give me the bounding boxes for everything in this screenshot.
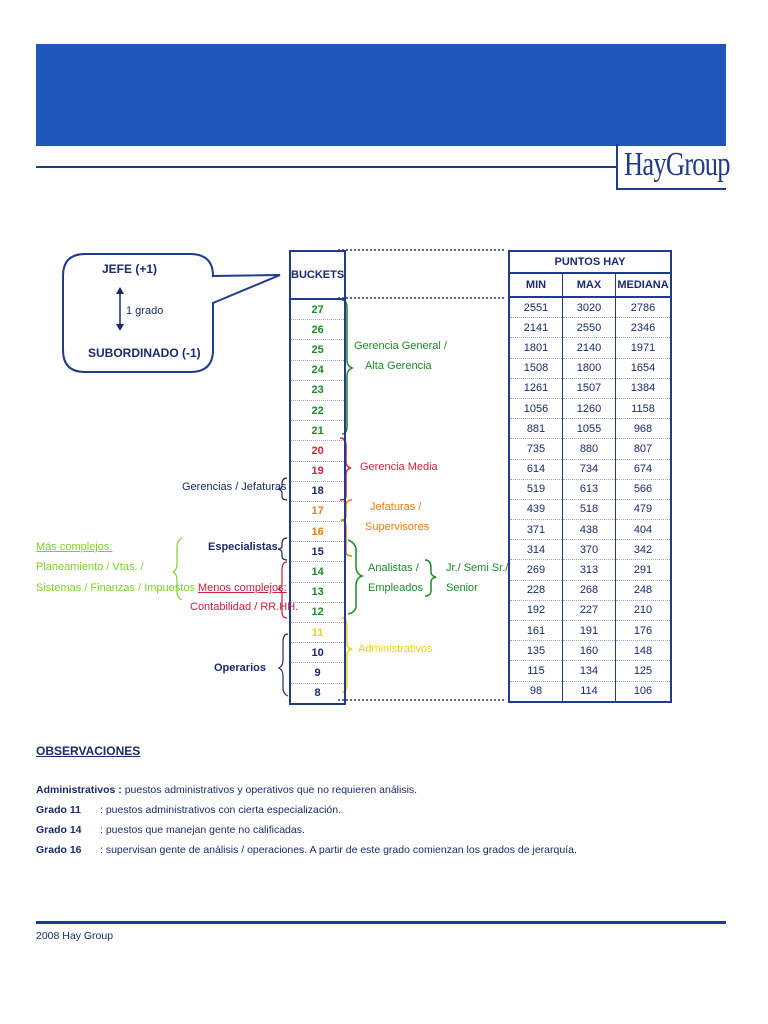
puntos-row (509, 641, 671, 661)
label-sistemas: Sistemas / Finanzas / Impuestos (36, 582, 195, 594)
puntos-mediana-cell: 566 (616, 479, 672, 499)
puntos-min-cell: 192 (509, 600, 563, 620)
bucket-row (290, 340, 345, 360)
bucket-cell: 18 (290, 481, 345, 501)
puntos-mediana-cell: 404 (616, 520, 672, 540)
bucket-cell: 13 (290, 582, 345, 602)
puntos-min-cell: 98 (509, 681, 563, 702)
label-contabilidad: Contabilidad / RR.HH. (190, 601, 299, 613)
puntos-max-cell: 191 (563, 621, 616, 641)
puntos-mediana-cell: 968 (616, 419, 672, 439)
obs-key: Grado 16 (36, 844, 82, 856)
puntos-max-cell: 1507 (563, 378, 616, 398)
bucket-row (290, 683, 345, 704)
bucket-cell: 19 (290, 461, 345, 481)
obs-key: Grado 11 (36, 804, 81, 816)
puntos-min-cell: 881 (509, 419, 563, 439)
puntos-row (509, 419, 671, 439)
brace-especialistas (278, 538, 287, 560)
obs-text: : puestos que manejan gente no calificadas. (100, 824, 305, 836)
bucket-cell: 23 (290, 380, 345, 400)
puntos-row (509, 560, 671, 580)
puntos-mediana-cell: 2786 (616, 297, 672, 318)
puntos-row (509, 439, 671, 459)
bucket-row (290, 441, 345, 461)
puntos-max-cell: 370 (563, 540, 616, 560)
group-administrativos: Administrativos (358, 643, 433, 655)
puntos-max-cell: 2550 (563, 318, 616, 338)
obs-administrativos (36, 784, 417, 796)
footer-rule (36, 921, 726, 924)
puntos-row (509, 681, 671, 702)
bucket-row (290, 501, 345, 521)
puntos-row (509, 499, 671, 519)
grado-label: 1 grado (126, 305, 164, 317)
group-alta-gerencia: Alta Gerencia (365, 360, 432, 372)
obs-text: : supervisan gente de análisis / operaciones. A partir de este grado comienzan los grados de jerarquía. (100, 844, 577, 856)
puntos-mediana-cell: 1384 (616, 378, 672, 398)
puntos-max-cell: 114 (563, 681, 616, 702)
puntos-row (509, 540, 671, 560)
bucket-row (290, 522, 345, 542)
brace-jr-senior (425, 560, 436, 596)
puntos-hay-table (508, 250, 672, 703)
puntos-row (509, 318, 671, 338)
puntos-max-cell: 518 (563, 499, 616, 519)
puntos-mediana-cell: 176 (616, 621, 672, 641)
group-senior: Senior (446, 582, 478, 594)
puntos-mediana-cell: 148 (616, 641, 672, 661)
puntos-mediana-cell: 125 (616, 661, 672, 681)
bucket-cell: 21 (290, 421, 345, 441)
obs-key: Grado 14 (36, 824, 82, 836)
puntos-row (509, 358, 671, 378)
puntos-row (509, 479, 671, 499)
puntos-min-cell: 135 (509, 641, 563, 661)
puntos-min-cell: 228 (509, 580, 563, 600)
obs-grado-11 (36, 804, 341, 816)
bucket-row (290, 542, 345, 562)
bucket-row (290, 360, 345, 380)
puntos-row (509, 600, 671, 620)
puntos-min-cell: 1261 (509, 378, 563, 398)
bucket-row (290, 663, 345, 683)
puntos-max-cell: 438 (563, 520, 616, 540)
bucket-cell: 27 (290, 299, 345, 320)
jefe-label: JEFE (+1) (102, 262, 158, 276)
buckets-table (289, 250, 346, 705)
puntos-mediana-cell: 248 (616, 580, 672, 600)
puntos-min-cell: 1056 (509, 398, 563, 418)
puntos-max-cell: 227 (563, 600, 616, 620)
puntos-min-cell: 1508 (509, 358, 563, 378)
col-max-header: MAX (563, 273, 616, 297)
bucket-row (290, 481, 345, 501)
puntos-max-cell: 313 (563, 560, 616, 580)
obs-grado-16 (36, 844, 577, 856)
puntos-max-cell: 734 (563, 459, 616, 479)
label-menos-complejos: Menos complejos: (198, 582, 287, 594)
puntos-max-cell: 2140 (563, 338, 616, 358)
bucket-row (290, 461, 345, 481)
group-jr-semi-sr: Jr./ Semi Sr./ (446, 562, 509, 574)
label-planeamiento: Planeamiento / Vtas. / (36, 561, 144, 573)
puntos-min-cell: 1801 (509, 338, 563, 358)
bucket-cell: 11 (290, 623, 345, 643)
bucket-cell: 14 (290, 562, 345, 582)
bucket-cell: 15 (290, 542, 345, 562)
puntos-mediana-cell: 1654 (616, 358, 672, 378)
puntos-row (509, 661, 671, 681)
puntos-mediana-cell: 210 (616, 600, 672, 620)
bucket-cell: 17 (290, 501, 345, 521)
puntos-mediana-cell: 291 (616, 560, 672, 580)
puntos-row (509, 398, 671, 418)
puntos-max-cell: 3020 (563, 297, 616, 318)
puntos-row (509, 520, 671, 540)
bucket-cell: 20 (290, 441, 345, 461)
observaciones-title: OBSERVACIONES (36, 744, 141, 758)
puntos-min-cell: 371 (509, 520, 563, 540)
puntos-min-cell: 2551 (509, 297, 563, 318)
puntos-max-cell: 134 (563, 661, 616, 681)
bucket-row (290, 421, 345, 441)
obs-key: Administrativos : (36, 784, 122, 796)
puntos-max-cell: 268 (563, 580, 616, 600)
puntos-mediana-cell: 1158 (616, 398, 672, 418)
puntos-mediana-cell: 1971 (616, 338, 672, 358)
subordinado-label: SUBORDINADO (-1) (88, 346, 201, 360)
bucket-row (290, 602, 345, 622)
puntos-mediana-cell: 106 (616, 681, 672, 702)
group-supervisores: Supervisores (365, 521, 430, 533)
puntos-mediana-cell: 342 (616, 540, 672, 560)
footer-text: 2008 Hay Group (36, 930, 114, 942)
puntos-row (509, 338, 671, 358)
puntos-mediana-cell: 807 (616, 439, 672, 459)
obs-text: puestos administrativos y operativos que no requieren análisis. (124, 784, 418, 796)
bucket-cell: 8 (290, 683, 345, 704)
bucket-row (290, 562, 345, 582)
puntos-max-cell: 880 (563, 439, 616, 459)
brace-analistas (348, 540, 362, 614)
puntos-max-cell: 1800 (563, 358, 616, 378)
puntos-max-cell: 160 (563, 641, 616, 661)
col-mediana-header: MEDIANA (616, 273, 672, 297)
bucket-cell: 25 (290, 340, 345, 360)
puntos-min-cell: 519 (509, 479, 563, 499)
group-gerencia-general: Gerencia General / (354, 340, 447, 352)
group-jefaturas: Jefaturas / (370, 501, 422, 513)
puntos-min-cell: 2141 (509, 318, 563, 338)
buckets-header: BUCKETS (290, 251, 345, 299)
puntos-row (509, 580, 671, 600)
bucket-row (290, 380, 345, 400)
puntos-max-cell: 1260 (563, 398, 616, 418)
label-mas-complejos: Más complejos: (36, 541, 113, 553)
puntos-mediana-cell: 674 (616, 459, 672, 479)
bucket-cell: 16 (290, 522, 345, 542)
bucket-row (290, 643, 345, 663)
puntos-min-cell: 735 (509, 439, 563, 459)
bucket-row (290, 299, 345, 320)
bucket-cell: 10 (290, 643, 345, 663)
puntos-min-cell: 161 (509, 621, 563, 641)
puntos-min-cell: 115 (509, 661, 563, 681)
puntos-min-cell: 314 (509, 540, 563, 560)
bucket-row (290, 400, 345, 420)
puntos-row (509, 378, 671, 398)
bucket-cell: 26 (290, 320, 345, 340)
bucket-row (290, 623, 345, 643)
group-gerencia-media: Gerencia Media (360, 461, 438, 473)
puntos-mediana-cell: 2346 (616, 318, 672, 338)
bucket-cell: 9 (290, 663, 345, 683)
puntos-min-cell: 614 (509, 459, 563, 479)
puntos-hay-header: PUNTOS HAY (509, 251, 671, 273)
label-gerencias-jefaturas: Gerencias / Jefaturas (182, 481, 287, 493)
puntos-max-cell: 1055 (563, 419, 616, 439)
puntos-mediana-cell: 479 (616, 499, 672, 519)
puntos-min-cell: 269 (509, 560, 563, 580)
label-especialistas: Especialistas (208, 541, 278, 553)
bucket-cell: 22 (290, 400, 345, 420)
col-min-header: MIN (509, 273, 563, 297)
bucket-cell: 24 (290, 360, 345, 380)
puntos-row (509, 297, 671, 318)
obs-grado-14 (36, 824, 305, 836)
puntos-row (509, 459, 671, 479)
group-empleados: Empleados (368, 582, 424, 594)
bucket-cell: 12 (290, 602, 345, 622)
puntos-max-cell: 613 (563, 479, 616, 499)
bucket-row (290, 320, 345, 340)
obs-text: : puestos administrativos con cierta especialización. (100, 804, 342, 816)
bucket-row (290, 582, 345, 602)
label-operarios: Operarios (214, 662, 266, 674)
puntos-min-cell: 439 (509, 499, 563, 519)
group-analistas: Analistas / (368, 562, 419, 574)
logo-text: HayGroup (624, 146, 730, 183)
brace-operarios (279, 634, 288, 696)
puntos-row (509, 621, 671, 641)
